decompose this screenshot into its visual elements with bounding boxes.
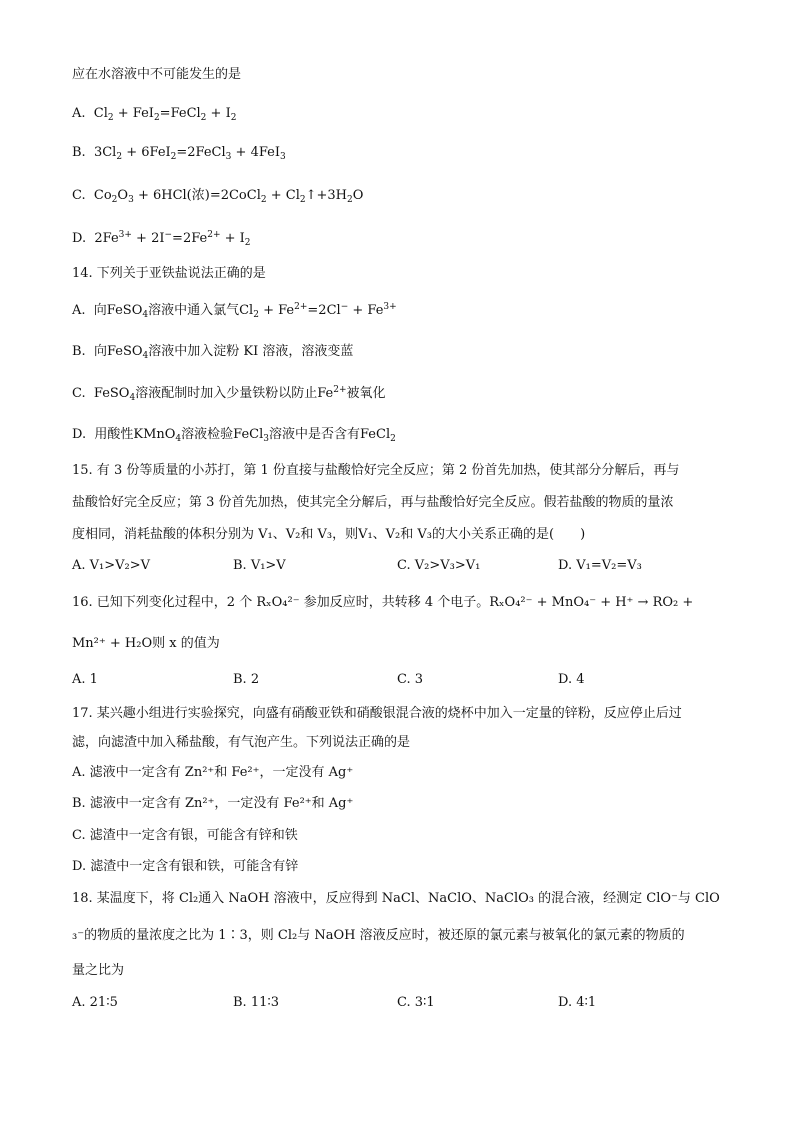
q16-option-d: D. 4	[558, 672, 585, 687]
q17-option-c: C. 滤渣中一定含有银，可能含有锌和铁	[72, 828, 298, 843]
q15-line-2: 盐酸恰好完全反应；第 3 份首先加热，使其完全分解后，再与盐酸恰好完全反应。假若盐酸的物质的量浓	[72, 495, 674, 510]
q15-option-c: C. V₂>V₃>V₁	[397, 558, 481, 573]
q15-option-d: D. V₁=V₂=V₃	[558, 558, 642, 573]
q15-option-b: B. V₁>V	[233, 558, 286, 573]
q13-option-b: B. $3Cl_2$ + 6FeI$_2$=2FeCl$_3$ + 4FeI$_3$	[72, 145, 286, 162]
q18-option-c: C. 3∶1	[397, 995, 435, 1010]
q18-line-1: 18. 某温度下，将 Cl₂通入 NaOH 溶液中，反应得到 NaCl、NaClO、NaClO₃ 的混合液，经测定 ClO⁻与 ClO	[72, 891, 720, 906]
q13-option-a: A. $Cl_2$ + FeI$_2$=FeCl$_2$ + $I_2$	[72, 106, 237, 123]
q15-line-1: 15. 有 3 份等质量的小苏打，第 1 份直接与盐酸恰好完全反应；第 2 份首先加热，使其部分分解后，再与	[72, 463, 680, 478]
q15-line-3: 度相同，消耗盐酸的体积分别为 V₁、V₂和 V₃，则V₁、V₂和 V₃的大小关系正确的是( )	[72, 527, 586, 542]
q14-stem: 14. 下列关于亚铁盐说法正确的是	[72, 266, 266, 281]
q17-line-1: 17. 某兴趣小组进行实验探究，向盛有硝酸亚铁和硝酸银混合液的烧杯中加入一定量的锌粉，反应停止后过	[72, 706, 682, 721]
q16-line-1: 16. 已知下列变化过程中，2 个 RₓO₄²⁻ 参加反应时，共转移 4 个电子。RₓO₄²⁻ + MnO₄⁻ + H⁺ → RO₂ +	[72, 595, 694, 610]
q16-option-a: A. 1	[72, 672, 98, 687]
q18-option-a: A. 21∶5	[72, 995, 118, 1010]
q14-option-d: D. 用酸性KMnO$_4$溶液检验FeCl$_3$溶液中是否含有FeCl$_2$	[72, 427, 396, 444]
q13-stem-tail: 应在水溶液中不可能发生的是	[72, 67, 242, 82]
q13-option-d: D. $2Fe^{3+} + 2I^-=2Fe^{2+} + I_2$	[72, 230, 251, 248]
q14-option-c: C. FeSO$_4$溶液配制时加入少量铁粉以防止$Fe^{2+}$被氧化	[72, 385, 386, 403]
q14-option-b: B. 向FeSO$_4$溶液中加入淀粉 KI 溶液，溶液变蓝	[72, 344, 354, 361]
q16-line-2: Mn²⁺ + H₂O则 x 的值为	[72, 636, 220, 651]
q17-option-d: D. 滤渣中一定含有银和铁，可能含有锌	[72, 859, 299, 874]
q17-line-2: 滤，向滤渣中加入稀盐酸，有气泡产生。下列说法正确的是	[72, 735, 411, 750]
q17-option-a: A. 滤液中一定含有 Zn²⁺和 Fe²⁺，一定没有 Ag⁺	[72, 765, 354, 780]
q16-option-c: C. 3	[397, 672, 424, 687]
q16-option-b: B. 2	[233, 672, 260, 687]
q18-line-3: 量之比为	[72, 963, 125, 978]
q18-line-2: ₃⁻的物质的量浓度之比为 1∶3，则 Cl₂与 NaOH 溶液反应时，被还原的氯元素与被氧化的氯元素的物质的	[72, 928, 685, 943]
q18-option-b: B. 11∶3	[233, 995, 280, 1010]
q14-option-a: A. 向FeSO$_4$溶液中通入氯气$Cl_2 + Fe^{2+}=2Cl^- + Fe^{3+}$	[72, 302, 397, 320]
q15-option-a: A. V₁>V₂>V	[72, 558, 151, 573]
q13-option-c: C. $Co_2O_3 + 6HCl$(浓)=2CoCl$_2$ + $Cl_2↑+3H_2O$	[72, 188, 364, 205]
q17-option-b: B. 滤液中一定含有 Zn²⁺，一定没有 Fe²⁺和 Ag⁺	[72, 796, 354, 811]
q18-option-d: D. 4∶1	[558, 995, 597, 1010]
